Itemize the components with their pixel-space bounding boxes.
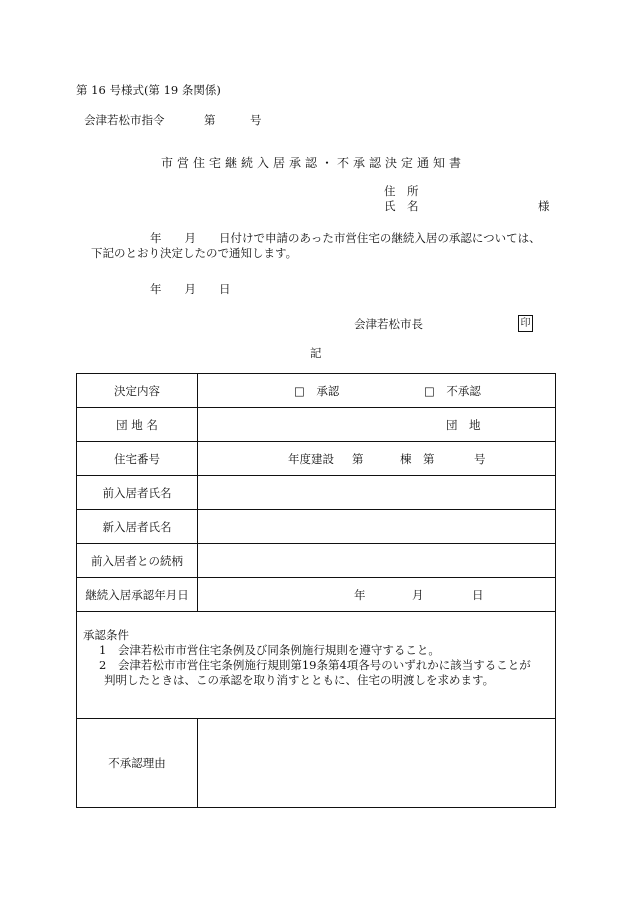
- new-name-cell[interactable]: [198, 510, 556, 544]
- seal-mark: 印: [518, 315, 533, 332]
- ki-label: 記: [310, 346, 322, 360]
- danchi-label: 団 地 名: [77, 408, 198, 442]
- conditions-row: [77, 612, 556, 719]
- house-no-go: 号: [474, 452, 486, 466]
- approval-date-cell[interactable]: [198, 578, 556, 612]
- condition-item-1: 1 会津若松市市営住宅条例及び同条例施行規則を遵守すること。: [99, 643, 440, 657]
- honorific: 様: [538, 199, 550, 213]
- house-no-label: 住宅番号: [77, 442, 198, 476]
- body-line-2: 下記のとおり決定したので通知します。: [91, 246, 298, 260]
- approval-year: 年: [354, 588, 366, 602]
- approval-month: 月: [412, 588, 424, 602]
- house-no-dai: 第: [352, 452, 364, 466]
- directive-dai: 第: [204, 113, 216, 127]
- reason-label: 不承認理由: [77, 719, 198, 808]
- house-no-mune-dai: 棟 第: [400, 452, 435, 466]
- danchi-cell[interactable]: [198, 408, 556, 442]
- issuer-name: 会津若松市長: [354, 317, 423, 331]
- directive-label: 会津若松市指令: [84, 113, 165, 127]
- approval-day: 日: [472, 588, 484, 602]
- issue-date: 年 月 日: [150, 282, 231, 296]
- address-label: 住 所: [384, 184, 419, 198]
- prev-name-label: 前入居者氏名: [77, 476, 198, 510]
- relation-label: 前入居者との続柄: [77, 544, 198, 578]
- body-line-1: 年 月 日付けで申請のあった市営住宅の継続入居の承認については、: [150, 231, 541, 245]
- relation-cell[interactable]: [198, 544, 556, 578]
- table-row: [77, 544, 556, 578]
- decision-table: [76, 373, 556, 808]
- decision-label: 決定内容: [77, 374, 198, 408]
- decision-cell: [198, 374, 556, 408]
- danchi-suffix: 団 地: [446, 418, 481, 432]
- table-row: [77, 408, 556, 442]
- directive-go: 号: [250, 113, 262, 127]
- house-no-cell[interactable]: [198, 442, 556, 476]
- approve-checkbox[interactable]: □ 承認: [294, 384, 340, 398]
- table-row: [77, 374, 556, 408]
- table-row: [77, 442, 556, 476]
- reject-checkbox[interactable]: □ 不承認: [424, 384, 481, 398]
- table-row: [77, 476, 556, 510]
- table-row: [77, 510, 556, 544]
- reason-row: [77, 719, 556, 808]
- name-label: 氏 名: [384, 199, 419, 213]
- conditions-cell: [77, 612, 556, 719]
- condition-item-2-cont: 判明したときは、この承認を取り消すとともに、住宅の明渡しを求めます。: [104, 673, 495, 687]
- form-number: 第 16 号様式(第 19 条関係): [76, 83, 221, 97]
- new-name-label: 新入居者氏名: [77, 510, 198, 544]
- document-title: 市営住宅継続入居承認・不承認決定通知書: [161, 156, 466, 170]
- approval-date-label: 継続入居承認年月日: [77, 578, 198, 612]
- conditions-title: 承認条件: [83, 628, 129, 642]
- condition-item-2: 2 会津若松市市営住宅条例施行規則第19条第4項各号のいずれかに該当することが: [99, 658, 531, 672]
- house-no-nendo: 年度建設: [288, 452, 334, 466]
- prev-name-cell[interactable]: [198, 476, 556, 510]
- table-row: [77, 578, 556, 612]
- reason-cell[interactable]: [198, 719, 556, 808]
